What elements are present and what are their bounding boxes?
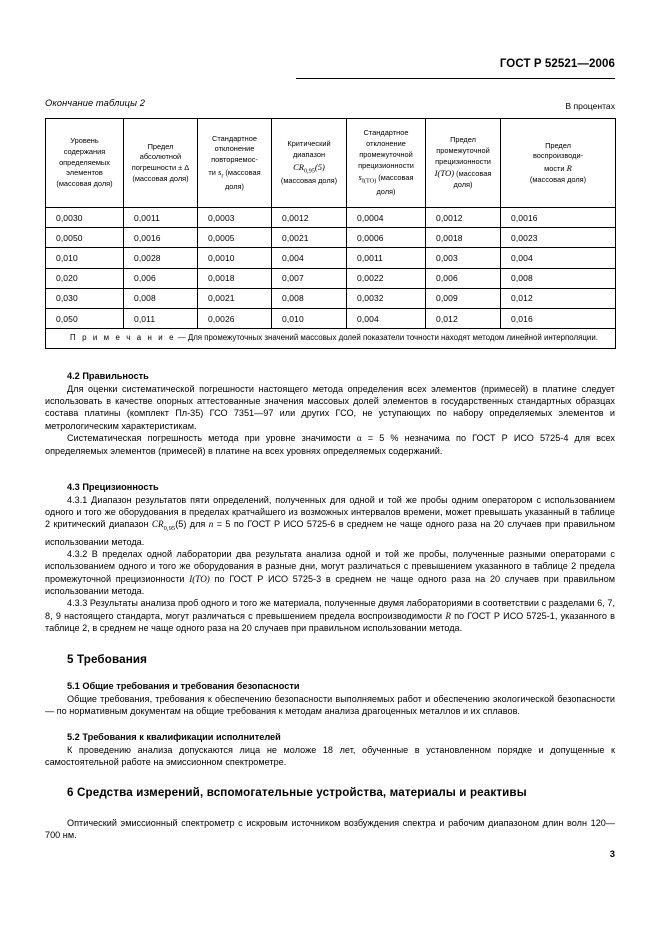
table-units-note: В процентах xyxy=(565,101,615,111)
table-cell: 0,0004 xyxy=(347,208,426,228)
table-row xyxy=(46,208,616,228)
symbol-ito: I(TO) xyxy=(434,168,455,179)
symbol-cr095 xyxy=(151,519,176,533)
hdr-line: Уровень xyxy=(70,136,99,146)
para-text: (5) для xyxy=(175,519,209,530)
table-row xyxy=(46,288,616,308)
table-note-cell xyxy=(46,329,616,349)
table-header-row xyxy=(46,119,616,208)
table-cell: 0,012 xyxy=(426,308,501,328)
table-cell: 0,0010 xyxy=(198,248,272,268)
hdr-line: содержания xyxy=(63,146,106,156)
sym-sub: 0,95 xyxy=(163,525,176,533)
table-cell: 0,0018 xyxy=(426,228,501,248)
section-5-2 xyxy=(45,731,615,768)
table-cell: 0,0021 xyxy=(198,288,272,308)
para-text: = 5 % незначима по ГОСТ Р ИСО 5725-4 для всех определяемых элементов (примесей) в платине на всех уровнях определяемых содержаний. xyxy=(45,433,615,456)
table-cell: 0,0011 xyxy=(124,208,198,228)
section-6-body xyxy=(45,817,615,842)
hdr-line: мости xyxy=(544,164,567,173)
table-cell: 0,0028 xyxy=(124,248,198,268)
table-row xyxy=(46,268,616,288)
hdr-line: погрешности ± Δ xyxy=(131,163,190,172)
table-row xyxy=(46,228,616,248)
table-cell: 0,0023 xyxy=(501,228,616,248)
hdr-line: Предел xyxy=(147,141,174,151)
sym-base: s xyxy=(217,166,222,177)
sym-sub: I(TO) xyxy=(361,177,377,185)
note-text: — Для промежуточных значений массовых долей показатели точности находят методом линейной интерполяции. xyxy=(175,333,598,343)
table-footer xyxy=(46,329,616,349)
page-number: 3 xyxy=(609,848,615,859)
heading-6: 6 Средства измерений, вспомогательные устройства, материалы и реактивы xyxy=(67,786,527,799)
paragraph-4-2-1: Для оценки систематической погрешности настоящего метода определения всех элементов (примесей) в платине следует использовать в качестве опорных аттестованные значения массовых долей элементов в государственных стандартных образцах состава платины (комплект Пл-35) ГСО 7351—97 или других ГСО, не уступающих по набору определяемых элементов и метрологическим характеристикам. xyxy=(45,383,615,431)
para-text: 4.3.2 В пределах одной лаборатории два результата анализа одной и той же пробы, полученные разными операторами с использованием одного и того же оборудования в разные дни, могут различаться с превышением указанного в таблице 2 предела промежуточной прецизионности xyxy=(45,548,615,584)
paragraph-4-3-2 xyxy=(45,548,615,597)
table-cell: 0,012 xyxy=(501,288,616,308)
hdr-line: промежуточной xyxy=(436,145,490,155)
symbol-n: n xyxy=(208,519,214,530)
heading-4-3: 4.3 Прецизионность xyxy=(67,482,159,492)
section-6 xyxy=(45,786,615,799)
para-text: 4.3.3 Результаты анализа проб одного и того же материала, полученные двумя лабораториями в соответствии с разделами 6, 7, 8, 9 настоящего стандарта, могут различаться с превышением предела воспроизводимости xyxy=(45,598,615,621)
section-5-1 xyxy=(45,680,615,717)
paragraph-4-2-2 xyxy=(45,432,615,457)
paragraph-6: Оптический эмиссионный спектрометр с искровым источником возбуждения спектра и рабочим диапазоном длин волн 120—700 нм. xyxy=(45,818,615,841)
note-label: П р и м е ч а н и е xyxy=(70,333,176,343)
standard-number-header: ГОСТ Р 52521—2006 xyxy=(499,58,615,70)
table-row xyxy=(46,248,616,268)
table-cell: 0,010 xyxy=(46,248,124,268)
table-body xyxy=(46,208,616,329)
hdr-line: отклонение xyxy=(214,144,255,154)
heading-5-2: 5.2 Требования к квалификации исполнителей xyxy=(67,732,281,742)
hdr-line: отклонение xyxy=(366,139,406,149)
symbol-cr095 xyxy=(293,161,325,175)
table-cell: 0,0016 xyxy=(124,228,198,248)
table-cell: 0,004 xyxy=(347,308,426,328)
sym-post: (5) xyxy=(314,161,325,172)
table-cell: 0,0012 xyxy=(272,208,347,228)
col-header-intermediate-precision-sd xyxy=(347,119,426,208)
hdr-line: элементов xyxy=(66,168,103,178)
para-text: по ГОСТ Р ИСО 5725-3 в среднем не чаще одного раза на 20 случаев при правильном использовании метода. xyxy=(45,573,615,597)
hdr-line: Критический xyxy=(287,139,331,149)
para-text: 4.3.1 Диапазон результатов пяти определений, полученных для одной и той же пробы одним оператором с использованием одного и того же оборудования в пределах кратчайшего из возможных интервалов времени, может превышать указанный в таблице 2 критический диапазон xyxy=(45,494,615,530)
table-cell: 0,008 xyxy=(501,268,616,288)
table-cell: 0,0032 xyxy=(347,288,426,308)
paragraph-4-3-3 xyxy=(45,597,615,634)
table-cell: 0,020 xyxy=(46,268,124,288)
table-cell: 0,004 xyxy=(272,248,347,268)
col-header-intermediate-precision-limit xyxy=(426,119,501,208)
hdr-line: (массовая xyxy=(454,169,492,179)
precision-table xyxy=(45,118,616,349)
hdr-line: (массовая xyxy=(223,167,261,177)
table-note-row xyxy=(46,329,616,349)
symbol-ito: I(TO) xyxy=(189,573,210,584)
table-cell: 0,0003 xyxy=(198,208,272,228)
heading-5-1: 5.1 Общие требования и требования безопасности xyxy=(67,681,300,691)
hdr-line: доля) xyxy=(453,180,473,190)
col-header-abs-error-limit xyxy=(124,119,198,208)
section-4-3 xyxy=(45,481,615,634)
section-4-2 xyxy=(45,370,615,457)
heading-5: 5 Требования xyxy=(67,653,148,666)
hdr-line: определяемых xyxy=(59,157,110,167)
hdr-line: Стандартное xyxy=(212,133,257,143)
table-cell: 0,0021 xyxy=(272,228,347,248)
table-cell: 0,003 xyxy=(426,248,501,268)
table-cell: 0,0030 xyxy=(46,208,124,228)
hdr-line: прецизионности xyxy=(358,160,414,170)
table-cell: 0,016 xyxy=(501,308,616,328)
table-cell: 0,011 xyxy=(124,308,198,328)
hdr-line: прецизионности xyxy=(435,156,491,166)
table-cell: 0,0012 xyxy=(426,208,501,228)
table-cell: 0,004 xyxy=(501,248,616,268)
table-cell: 0,006 xyxy=(426,268,501,288)
sym-base: CR xyxy=(293,161,305,172)
table-cell: 0,007 xyxy=(272,268,347,288)
sym-sub: 0,95 xyxy=(304,167,315,175)
sym-base: s xyxy=(358,172,362,183)
hdr-line: (массовая доля) xyxy=(56,179,113,189)
col-header-content-level xyxy=(46,119,124,208)
hdr-line: (массовая доля) xyxy=(280,176,338,186)
symbol-s-ito xyxy=(358,172,377,185)
hdr-line: доля) xyxy=(224,181,245,191)
para-text: = 5 по ГОСТ Р ИСО 5725-6 в среднем не чаще одного раза на 20 случаев при правильном использовании метода. xyxy=(45,519,615,547)
para-text: по ГОСТ Р ИСО 5725-1, указанного в таблице 2, в среднем не чаще одного раза на 20 случаев при правильном использовании метода. xyxy=(45,610,615,634)
table-cell: 0,006 xyxy=(124,268,198,288)
precision-table-wrapper xyxy=(45,118,615,349)
hdr-line: Предел xyxy=(450,135,476,145)
hdr-line: доля) xyxy=(376,186,396,196)
heading-4-2: 4.2 Правильность xyxy=(67,371,149,381)
col-header-reproducibility-limit xyxy=(501,119,616,208)
paragraph-4-3-1 xyxy=(45,494,615,548)
col-header-critical-range xyxy=(272,119,347,208)
table-cell: 0,0005 xyxy=(198,228,272,248)
hdr-line: повторяемос- xyxy=(211,155,258,165)
header-rule xyxy=(296,78,615,79)
hdr-line: абсолютной xyxy=(139,152,182,162)
table-cell: 0,050 xyxy=(46,308,124,328)
table-cell: 0,0026 xyxy=(198,308,272,328)
col-header-repeatability-sd xyxy=(198,119,272,208)
table-cell: 0,0022 xyxy=(347,268,426,288)
table-cell: 0,0050 xyxy=(46,228,124,248)
symbol-r: R xyxy=(445,610,451,621)
table-cell: 0,0011 xyxy=(347,248,426,268)
section-5 xyxy=(45,653,615,666)
paragraph-5-1: Общие требования, требования к обеспечению безопасности выполняемых работ и обеспечению экологической безопасности — по нормативным документам на общие требования к методам анализа драгоценных металлов и их сплавов. xyxy=(45,693,615,717)
table-cell: 0,0006 xyxy=(347,228,426,248)
symbol-alpha: α xyxy=(356,433,362,444)
table-cell: 0,010 xyxy=(272,308,347,328)
table-caption: Окончание таблицы 2 xyxy=(45,98,145,108)
hdr-line: Стандартное xyxy=(363,128,409,138)
table-cell: 0,030 xyxy=(46,288,124,308)
table-cell: 0,009 xyxy=(426,288,501,308)
paragraph-5-2: К проведению анализа допускаются лица не моложе 18 лет, обученные в установленном порядке и допущенные к самостоятельной работе на эмиссионном спектрометре. xyxy=(45,744,615,768)
hdr-line: (массовая xyxy=(376,173,414,183)
table-row xyxy=(46,308,616,328)
sym-base: CR xyxy=(151,519,164,530)
table-cell: 0,008 xyxy=(272,288,347,308)
hdr-line: (массовая доля) xyxy=(132,173,189,183)
table-cell: 0,0016 xyxy=(501,208,616,228)
hdr-line: воспроизводи- xyxy=(532,151,584,161)
hdr-line: ти xyxy=(208,167,218,177)
symbol-r: R xyxy=(566,163,572,173)
table-cell: 0,0018 xyxy=(198,268,272,288)
sym-sub: r xyxy=(221,172,224,180)
para-text: Систематическая погрешность метода при уровне значимости xyxy=(67,433,357,444)
hdr-line: промежуточной xyxy=(359,149,413,159)
hdr-line: (массовая доля) xyxy=(529,174,587,184)
hdr-line: Предел xyxy=(545,140,571,150)
hdr-line: диапазон xyxy=(292,149,326,159)
table-cell: 0,008 xyxy=(124,288,198,308)
